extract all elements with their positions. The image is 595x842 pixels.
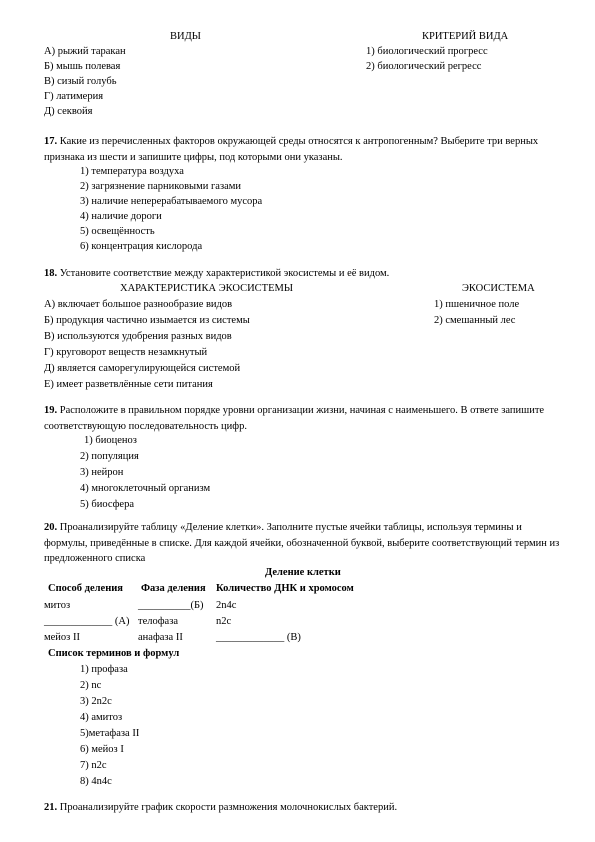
q19-option: 1) биоценоз [84,435,137,446]
q16-left-item: Д) секвойя [44,106,93,117]
q20-list-item: 5)метафаза II [80,728,140,739]
q17-option: 5) освещённость [80,226,155,237]
q20-text: Проанализируйте таблицу «Деление клетки». Заполните пустые ячейки таблицы, используя термины и формулы, приведённые в списке. Для каждой ячейки, обозначенной буквой, выберите соответствующий термин из предложенного списка [44,522,560,564]
q17-option: 4) наличие дороги [80,211,162,222]
q17-option: 6) концентрация кислорода [80,241,203,252]
q19-text: Расположите в правильном порядке уровни организации жизни, начиная с наименьшего. В ответе запишите соответствующую последовательность цифр. [44,405,545,432]
q20-table-cell: мейоз II [44,632,80,643]
q20-question [44,520,564,567]
q16-left-header: ВИДЫ [170,31,201,42]
q20-list-item: 8) 4n4c [80,776,112,787]
q20-table-cell: митоз [44,600,71,611]
q19-option: 5) биосфера [80,499,135,510]
q20-list-item: 3) 2n2c [80,696,112,707]
q16-left-item: Г) латимерия [44,91,104,102]
q20-table-cell: _____________ (В) [216,632,301,643]
q17-text: Какие из перечисленных факторов окружающей среды относятся к антропогенным? Выберите три верных признака из шести и запишите цифры, под которыми они указаны. [44,136,539,163]
q20-list-item: 1) профаза [80,664,128,675]
q18-left-item: Е) имеет разветвлённые сети питания [44,379,213,390]
q20-list-item: 7) n2c [80,760,107,771]
q20-table-title: Деление клетки [265,567,341,578]
q19-option: 4) многоклеточный организм [80,483,211,494]
q20-table-header: Способ деления [48,583,123,594]
q20-list-item: 6) мейоз I [80,744,124,755]
q21-number: 21. [44,802,58,813]
q19-option: 3) нейрон [80,467,124,478]
q16-left-item: А) рыжий таракан [44,46,126,57]
q20-list-item: 2) nc [80,680,102,691]
q18-left-item: В) используются удобрения разных видов [44,331,232,342]
q16-right-item: 2) биологический регресс [366,61,482,72]
q18-question [44,266,564,282]
q20-number: 20. [44,522,58,533]
q16-left-item: Б) мышь полевая [44,61,121,72]
q20-table-cell: телофаза [138,616,179,627]
q20-list-item: 4) амитоз [80,712,123,723]
q16-left-item: В) сизый голубь [44,76,117,87]
q19-question [44,403,564,434]
q19-number: 19. [44,405,58,416]
q18-right-item: 2) смешанный лес [434,315,516,326]
q18-left-header: ХАРАКТЕРИСТИКА ЭКОСИСТЕМЫ [120,283,294,294]
q16-right-item: 1) биологический прогресс [366,46,488,57]
q20-table-header: Фаза деления [141,583,206,594]
q20-table-cell: n2c [216,616,232,627]
q20-table-header: Количество ДНК и хромосом [216,583,354,594]
q20-table-cell: 2n4c [216,600,237,611]
q18-left-item: Б) продукция частично изымается из системы [44,315,250,326]
q20-table-cell: анафаза II [138,632,183,643]
q17-question [44,134,564,165]
q18-left-item: Г) круговорот веществ незамкнутый [44,347,208,358]
q19-option: 2) популяция [80,451,139,462]
q17-option: 2) загрязнение парниковыми газами [80,181,242,192]
q20-list-title: Список терминов и формул [48,648,180,659]
q20-table-cell: __________(Б) [138,600,204,611]
q18-number: 18. [44,268,58,279]
q18-left-item: А) включает большое разнообразие видов [44,299,233,310]
q17-option: 3) наличие неперерабатываемого мусора [80,196,263,207]
q18-left-item: Д) является саморегулирующейся системой [44,363,241,374]
q17-number: 17. [44,136,58,147]
q21-question [44,800,564,816]
q20-table-cell: _____________ (А) [44,616,130,627]
q16-right-header: КРИТЕРИЙ ВИДА [422,31,509,42]
q21-text: Проанализируйте график скорости размножения молочнокислых бактерий. [59,802,398,813]
q18-right-header: ЭКОСИСТЕМА [462,283,535,294]
q18-right-item: 1) пшеничное поле [434,299,520,310]
q18-text: Установите соответствие между характеристикой экосистемы и её видом. [59,268,390,279]
q17-option: 1) температура воздуха [80,166,184,177]
